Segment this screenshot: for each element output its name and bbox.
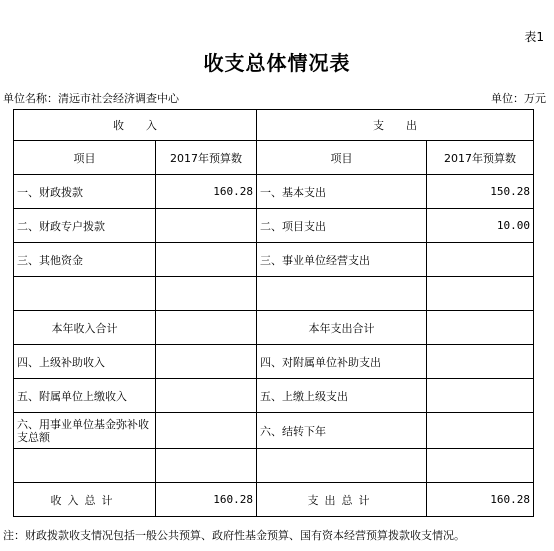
income-item: 五、附属单位上缴收入	[14, 379, 156, 413]
expense-value: 150.28	[427, 175, 534, 209]
unit-name: 单位名称：清远市社会经济调查中心	[3, 92, 179, 105]
income-item	[14, 449, 156, 483]
expense-item	[257, 449, 427, 483]
expense-item: 四、对附属单位补助支出	[257, 345, 427, 379]
expense-item-header: 项目	[257, 141, 427, 175]
table-row	[14, 379, 534, 413]
income-value	[156, 209, 257, 243]
expense-item: 三、事业单位经营支出	[257, 243, 427, 277]
expense-item: 五、上缴上级支出	[257, 379, 427, 413]
income-value: 160.28	[156, 175, 257, 209]
income-item: 一、财政拨款	[14, 175, 156, 209]
income-subtotal-label: 本年收入合计	[14, 311, 156, 345]
expense-total-value: 160.28	[427, 483, 534, 517]
income-header: 收 入	[14, 110, 257, 141]
expense-subtotal-label: 本年支出合计	[257, 311, 427, 345]
income-budget-header: 2017年预算数	[156, 141, 257, 175]
income-item: 六、用事业单位基金弥补收支总额	[14, 413, 156, 449]
income-item	[14, 277, 156, 311]
income-total-label: 收入总计	[14, 483, 156, 517]
expense-subtotal-value	[427, 311, 534, 345]
expense-value	[427, 413, 534, 449]
table-number: 表1	[524, 30, 544, 44]
expense-total-label: 支出总计	[257, 483, 427, 517]
table-row	[14, 345, 534, 379]
expense-item	[257, 277, 427, 311]
income-total-value: 160.28	[156, 483, 257, 517]
income-item: 二、财政专户拨款	[14, 209, 156, 243]
subtotal-row	[14, 311, 534, 345]
income-value	[156, 379, 257, 413]
income-item: 三、其他资金	[14, 243, 156, 277]
budget-table	[13, 109, 534, 517]
income-value	[156, 449, 257, 483]
expense-value	[427, 345, 534, 379]
unit-currency: 单位：万元	[491, 92, 546, 105]
income-value	[156, 243, 257, 277]
expense-value	[427, 277, 534, 311]
column-header-row	[14, 141, 534, 175]
footnote: 注：财政拨款收支情况包括一般公共预算、政府性基金预算、国有资本经营预算拨款收支情况。	[3, 529, 465, 542]
expense-value	[427, 449, 534, 483]
expense-value: 10.00	[427, 209, 534, 243]
income-item: 四、上级补助收入	[14, 345, 156, 379]
income-subtotal-value	[156, 311, 257, 345]
expense-item: 二、项目支出	[257, 209, 427, 243]
table-row	[14, 175, 534, 209]
expense-budget-header: 2017年预算数	[427, 141, 534, 175]
table-row	[14, 209, 534, 243]
table-row	[14, 413, 534, 449]
expense-value	[427, 243, 534, 277]
expense-header: 支 出	[257, 110, 534, 141]
expense-item: 一、基本支出	[257, 175, 427, 209]
table-row	[14, 277, 534, 311]
table-row	[14, 243, 534, 277]
income-item-header: 项目	[14, 141, 156, 175]
expense-item: 六、结转下年	[257, 413, 427, 449]
table-row	[14, 449, 534, 483]
section-header-row	[14, 110, 534, 141]
income-value	[156, 277, 257, 311]
total-row	[14, 483, 534, 517]
income-value	[156, 413, 257, 449]
income-value	[156, 345, 257, 379]
page-title: 收支总体情况表	[203, 51, 351, 75]
expense-value	[427, 379, 534, 413]
